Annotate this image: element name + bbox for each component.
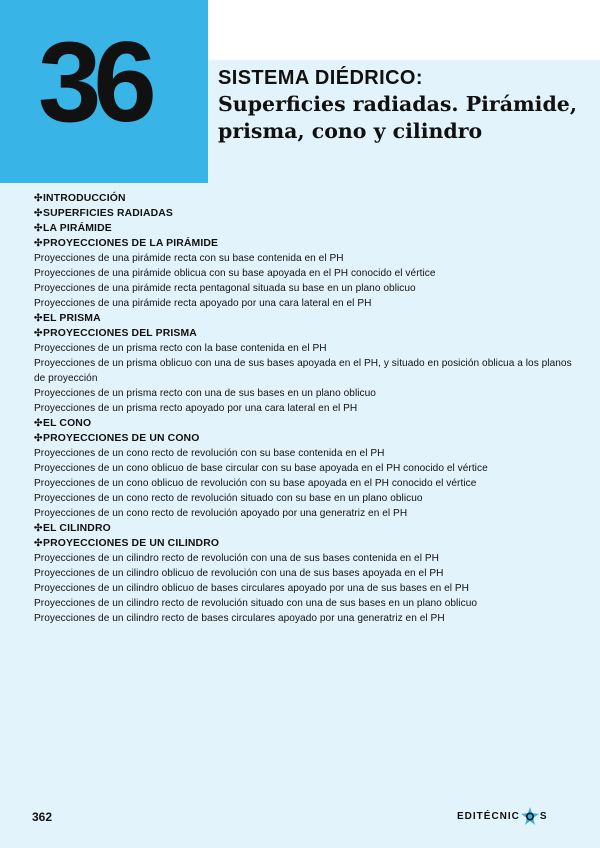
chapter-subtitle-line-2: prisma, cono y cilindro — [218, 119, 483, 143]
top-margin — [208, 0, 600, 60]
toc-subentry: Proyecciones de un prisma oblicuo con una de sus bases apoyada en el PH, y situado en posición oblicua a los planos de proyección — [34, 358, 572, 384]
bullet-icon: ✣ — [34, 208, 43, 219]
bullet-icon: ✣ — [34, 223, 43, 234]
toc-subentry: Proyecciones de una pirámide recta apoyado por una cara lateral en el PH — [34, 298, 372, 309]
chapter-number-box — [0, 0, 208, 183]
toc-subentry: Proyecciones de un cilindro recto de bases circulares apoyado por una generatriz en el PH — [34, 613, 445, 624]
toc-section-label: PROYECCIONES DE LA PIRÁMIDE — [43, 238, 219, 249]
toc-section-heading — [34, 416, 580, 431]
toc-section-label: PROYECCIONES DEL PRISMA — [43, 328, 197, 339]
toc-section-heading — [34, 431, 580, 446]
star-o-logo-icon — [521, 807, 539, 825]
toc-subentry: Proyecciones de un cono oblicuo de revolución con su base apoyada en el PH conocido el vértice — [34, 478, 477, 489]
toc-subentry: Proyecciones de un cono recto de revolución con su base contenida en el PH — [34, 448, 385, 459]
toc-section-heading — [34, 191, 580, 206]
publisher-logo — [457, 806, 548, 826]
bullet-icon: ✣ — [34, 328, 43, 339]
toc-subentry: Proyecciones de una pirámide recta con su base contenida en el PH — [34, 253, 344, 264]
bullet-icon: ✣ — [34, 538, 43, 549]
toc-subentry: Proyecciones de una pirámide recta pentagonal situada su base en un plano oblicuo — [34, 283, 416, 294]
toc-subentry: Proyecciones de un cono recto de revolución situado con su base en un plano oblicuo — [34, 493, 423, 504]
toc-subentry: Proyecciones de un prisma recto con la base contenida en el PH — [34, 343, 327, 354]
chapter-number: 36 — [38, 19, 149, 146]
toc-section-label: EL PRISMA — [43, 313, 101, 324]
toc-section-heading — [34, 221, 580, 236]
toc-section-label: PROYECCIONES DE UN CONO — [43, 433, 200, 444]
toc-subentry: Proyecciones de un cono oblicuo de base circular con su base apoyada en el PH conocido el vértice — [34, 463, 488, 474]
toc-subentry: Proyecciones de un prisma recto con una de sus bases en un plano oblicuo — [34, 388, 376, 399]
bullet-icon: ✣ — [34, 523, 43, 534]
toc-section-label: EL CILINDRO — [43, 523, 111, 534]
toc-subentry: Proyecciones de un cilindro recto de revolución situado con una de sus bases en un plano oblicuo — [34, 598, 478, 609]
toc-section-heading — [34, 326, 580, 341]
bullet-icon: ✣ — [34, 313, 43, 324]
toc-section-heading — [34, 236, 580, 251]
toc-section-label: LA PIRÁMIDE — [43, 223, 112, 234]
toc-section-label: EL CONO — [43, 418, 92, 429]
toc-subentry: Proyecciones de un cilindro oblicuo de revolución con una de sus bases apoyada en el PH — [34, 568, 444, 579]
toc-section-heading — [34, 206, 580, 221]
toc-section-label: INTRODUCCIÓN — [43, 193, 126, 204]
toc-section-heading — [34, 536, 580, 551]
toc-subentry: Proyecciones de un cilindro recto de revolución con una de sus bases contenida en el PH — [34, 553, 439, 564]
toc-subentry: Proyecciones de un prisma recto apoyado por una cara lateral en el PH — [34, 403, 358, 414]
publisher-name-right: S — [539, 810, 548, 822]
page-number: 362 — [32, 810, 53, 824]
toc-section-heading — [34, 521, 580, 536]
bullet-icon: ✣ — [34, 418, 43, 429]
chapter-subtitle-line-1: Superficies radiadas. Pirámide, — [218, 92, 577, 116]
table-of-contents — [34, 191, 580, 626]
toc-section-label: PROYECCIONES DE UN CILINDRO — [43, 538, 220, 549]
chapter-title: SISTEMA DIÉDRICO: — [218, 67, 423, 89]
toc-section-label: SUPERFICIES RADIADAS — [43, 208, 174, 219]
bullet-icon: ✣ — [34, 433, 43, 444]
toc-subentry: Proyecciones de un cilindro oblicuo de bases circulares apoyado por una de sus bases en el PH — [34, 583, 470, 594]
toc-section-heading — [34, 311, 580, 326]
bullet-icon: ✣ — [34, 238, 43, 249]
chapter-subtitle — [218, 91, 593, 145]
publisher-name-left: EDITÉCNIC — [457, 810, 520, 822]
toc-subentry: Proyecciones de un cono recto de revolución apoyado por una generatriz en el PH — [34, 508, 408, 519]
toc-subentry: Proyecciones de una pirámide oblicua con su base apoyada en el PH conocido el vértice — [34, 268, 436, 279]
chapter-title-block — [218, 66, 593, 145]
bullet-icon: ✣ — [34, 193, 43, 204]
